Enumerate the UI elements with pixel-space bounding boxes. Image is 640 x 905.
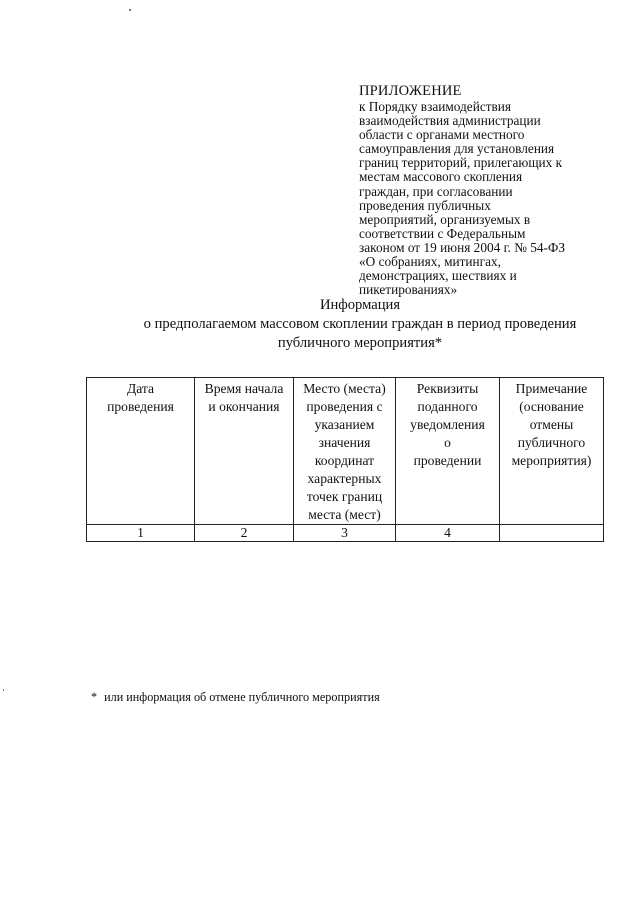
column-number	[500, 525, 604, 542]
table-header-row	[87, 378, 604, 525]
header-line: значения	[318, 435, 371, 450]
header-line: уведомления	[410, 417, 485, 432]
header-cell-place	[294, 378, 396, 525]
appendix-line: соответствии с Федеральным	[359, 225, 526, 241]
appendix-line: взаимодействия администрации	[359, 113, 541, 129]
column-number: 4	[396, 525, 500, 542]
appendix-line: самоуправления для установления	[359, 141, 555, 157]
header-line: Время начала	[204, 381, 284, 396]
header-line: Реквизиты	[416, 381, 479, 396]
column-number-row	[87, 525, 604, 542]
footnote	[91, 690, 380, 705]
header-line: поданного	[417, 399, 478, 414]
header-line: точек границ	[306, 489, 383, 504]
header-line: мероприятия)	[511, 453, 592, 468]
header-line: места (мест)	[308, 507, 381, 522]
header-line: проведении	[413, 453, 482, 468]
appendix-line: проведения публичных	[359, 197, 491, 213]
appendix-line: пикетированиях»	[359, 282, 458, 298]
appendix-line: «О собраниях, митингах,	[359, 254, 501, 270]
header-line: проведения с	[306, 399, 383, 414]
column-number: 3	[294, 525, 396, 542]
appendix-title: ПРИЛОЖЕНИЕ	[359, 83, 462, 99]
appendix-line: к Порядку взаимодействия	[359, 99, 512, 114]
header-line: Место (места)	[303, 381, 386, 396]
header-line: о	[444, 435, 451, 450]
appendix-line: местам массового скопления	[359, 169, 523, 185]
scan-speck	[129, 9, 131, 11]
header-line: проведения	[107, 399, 174, 414]
info-table	[86, 377, 604, 542]
header-line: и окончания	[208, 399, 280, 414]
header-cell-note	[500, 378, 604, 525]
document-subtitle-line: публичного мероприятия*	[277, 335, 443, 351]
appendix-line: области с органами местного	[359, 127, 525, 143]
footnote-mark: *	[91, 690, 98, 704]
header-line: указанием	[314, 417, 375, 432]
appendix-line: законом от 19 июня 2004 г. № 54-ФЗ	[359, 239, 566, 255]
appendix-line: мероприятий, организуемых в	[359, 211, 531, 227]
header-line: (основание	[519, 399, 584, 414]
appendix-line: демонстрациях, шествиях и	[359, 268, 517, 284]
appendix-line: граждан, при согласовании	[359, 183, 513, 199]
header-line: координат	[314, 453, 375, 468]
header-line: Примечание	[515, 381, 588, 396]
header-cell-date	[87, 378, 195, 525]
header-line: отмены	[529, 417, 574, 432]
footnote-text: или информация об отмене публичного мероприятия	[104, 690, 380, 704]
header-line: Дата	[126, 381, 155, 396]
document-subtitle-line: о предполагаемом массовом скоплении граждан в период проведения	[143, 316, 577, 332]
document-title: Информация	[319, 297, 401, 313]
appendix-line: границ территорий, прилегающих к	[359, 155, 563, 171]
column-number: 2	[195, 525, 294, 542]
scan-speck	[3, 689, 4, 691]
header-line: публичного	[517, 435, 586, 450]
header-cell-time	[195, 378, 294, 525]
column-number: 1	[87, 525, 195, 542]
header-line: характерных	[307, 471, 382, 486]
header-cell-notice	[396, 378, 500, 525]
appendix-block	[359, 83, 629, 297]
